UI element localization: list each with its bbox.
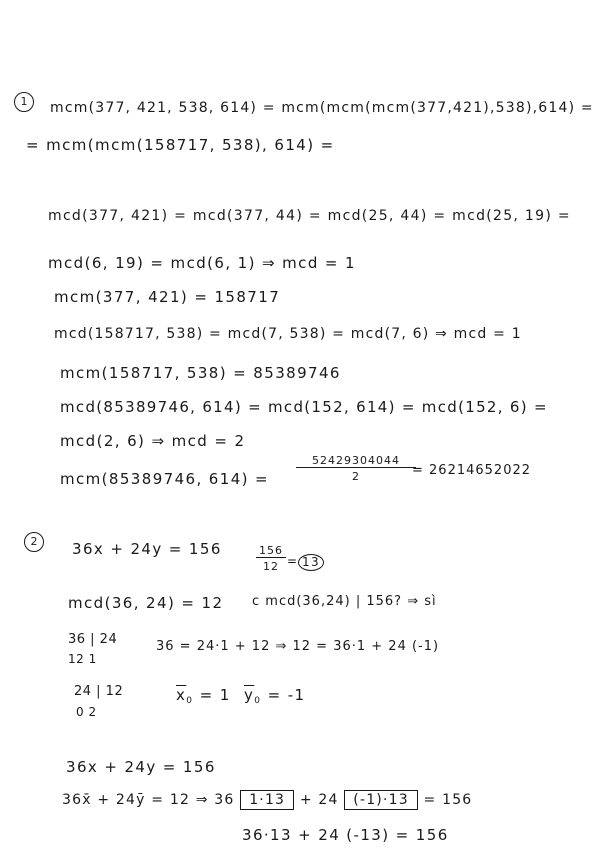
ex1-mcm-fraction-numerator: 52429304044 [312,454,400,467]
ex2-fraction-result [298,552,324,571]
ex2-mcd-36-24: mcd(36, 24) = 12 [68,594,224,612]
ex2-fraction-denominator: 12 [263,560,279,573]
ex2-final-check: 36·13 + 24 (-13) = 156 [242,826,449,844]
ex1-mcd-158717-538-line: mcd(158717, 538) = mcd(7, 538) = mcd(7, 6) ⇒ mcd = 1 [54,326,522,342]
ex1-mcm-fraction-denominator: 2 [352,470,360,483]
exercise-2-marker: 2 [24,532,44,552]
ex2-y0-val: = -1 [267,686,306,704]
ex2-y0-subscript: 0 [254,696,262,706]
ex2-fraction-result-circled: 13 [298,554,324,571]
ex2-solution-right: = 156 [423,792,473,808]
ex1-mcm-fraction [296,454,416,483]
ex2-solution-left: 36x̄ + 24ȳ = 12 ⇒ 36 [62,792,235,808]
ex1-mcd-2-6-line: mcd(2, 6) ⇒ mcd = 2 [60,432,246,450]
ex1-mcd-377-421-line: mcd(377, 421) = mcd(377, 44) = mcd(25, 44) = mcd(25, 19) = [48,208,571,224]
ex2-division-24-12-top: 24 | 12 [74,684,124,699]
ex1-mcd-6-19-line: mcd(6, 19) = mcd(6, 1) ⇒ mcd = 1 [48,254,356,272]
ex2-divides-question: c mcd(36,24) | 156? ⇒ sì [252,594,437,609]
ex2-equation-repeat: 36x + 24y = 156 [66,758,216,776]
ex2-solution-box-1: 1·13 [240,790,294,810]
ex2-y0-value [244,686,306,706]
ex1-mcm-final-right: = 26214652022 [412,463,532,478]
ex2-equation: 36x + 24y = 156 [72,540,222,558]
ex2-division-36-24-top: 36 | 24 [68,632,118,647]
exercise-1-marker: 1 [14,92,34,112]
ex1-mcd-85389746-614-line: mcd(85389746, 614) = mcd(152, 614) = mcd(152, 6) = [60,398,548,416]
ex2-fraction-156-12 [256,544,286,573]
ex2-fraction-numerator: 156 [259,544,283,557]
ex2-x0-value [176,686,231,706]
ex2-division-36-24-bottom: 12 1 [68,652,97,666]
ex1-mcm-final-left: mcm(85389746, 614) = [60,470,270,488]
ex2-fraction-equals: = [287,554,299,568]
ex2-x0-label: $\overline{x}$ [176,686,187,704]
ex2-y0-label: $\overline{y}$ [244,686,255,704]
ex1-mcm-158717-538-line: mcm(158717, 538) = 85389746 [60,364,341,382]
ex2-solution-mid: + 24 [299,792,339,808]
ex2-solution-line [62,790,472,810]
ex1-mcm-definition-line-1: mcm(377, 421, 538, 614) = mcm(mcm(mcm(377,421),538),614) = [50,100,594,116]
ex2-euclid-step: 36 = 24·1 + 12 ⇒ 12 = 36·1 + 24 (-1) [156,639,440,654]
ex2-solution-box-2: (-1)·13 [344,790,418,810]
ex2-x0-subscript: 0 [186,696,194,706]
ex2-x0-val: = 1 [199,686,231,704]
ex2-division-24-12-bottom: 0 2 [76,705,97,719]
ex1-mcm-definition-line-2: = mcm(mcm(158717, 538), 614) = [26,136,335,154]
ex1-mcm-377-421-line: mcm(377, 421) = 158717 [54,288,281,306]
